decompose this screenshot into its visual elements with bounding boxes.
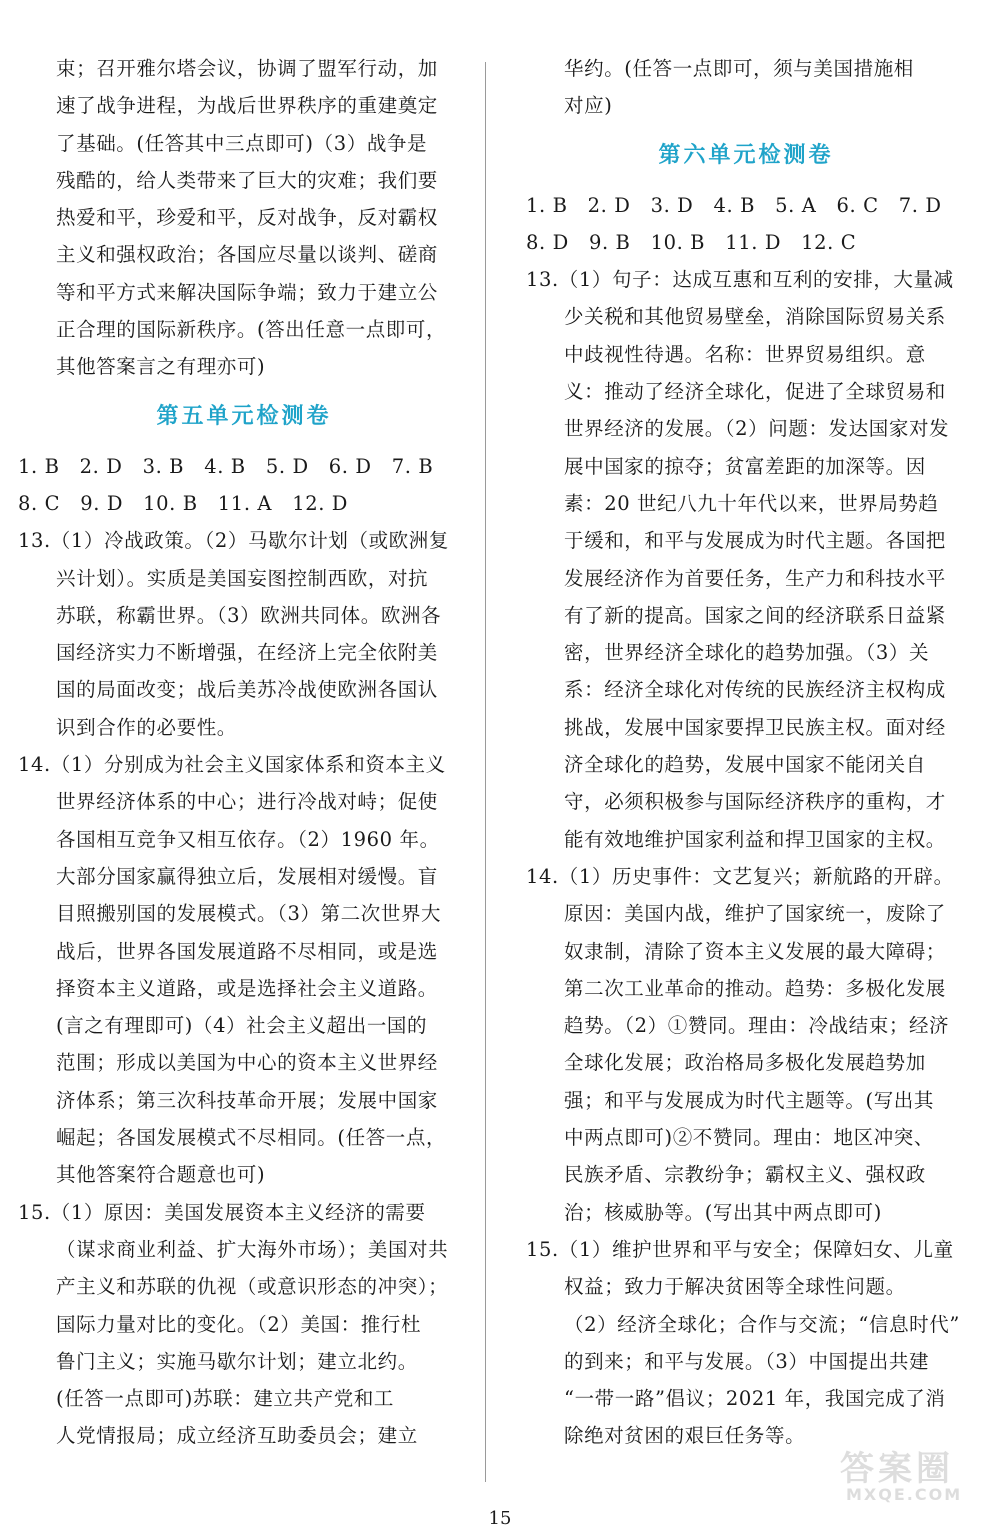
text-line: 守，必须积极参与国际经济秩序的重构，才: [564, 790, 946, 814]
right-column: [526, 50, 966, 1455]
text-line: 中两点即可)②不赞同。理由：地区冲突、: [564, 1126, 935, 1150]
text-line: (言之有理即可)（4）社会主义超出一国的: [56, 1014, 428, 1038]
text-line: 主义和强权政治；各国应尽量以谈判、磋商: [56, 243, 438, 267]
text-line: 济全球化的趋势，发展中国家不能闭关自: [564, 753, 926, 777]
text-line: 全球化发展；政治格局多极化发展趋势加: [564, 1051, 926, 1075]
text-line: 对应): [564, 94, 613, 118]
text-line: 1. B 2. D 3. B 4. B 5. D 6. D 7. B: [18, 454, 434, 478]
left-column: [18, 50, 470, 1455]
text-line: 除绝对贫困的艰巨任务等。: [564, 1424, 806, 1448]
watermark-logo: 答案圈 MXQE.COM: [840, 1449, 963, 1504]
text-line: 中歧视性待遇。名称：世界贸易组织。意: [564, 342, 926, 366]
text-line: 了基础。(任答其中三点即可)（3）战争是: [56, 131, 428, 155]
text-line: 兴计划）。实质是美国妄图控制西欧，对抗: [56, 566, 429, 590]
text-line: (任答一点即可)苏联：建立共产党和工: [56, 1387, 395, 1411]
text-line: 15.（1）原因：美国发展资本主义经济的需要: [18, 1200, 426, 1224]
text-line: 挑战，发展中国家要捍卫民族主权。面对经: [564, 715, 946, 739]
text-line: 其他答案言之有理亦可): [56, 355, 266, 379]
text-line: 系：经济全球化对传统的民族经济主权构成: [564, 678, 946, 702]
text-line: 展中国家的掠夺；贫富差距的加深等。因: [564, 454, 926, 478]
text-line: 束；召开雅尔塔会议，协调了盟军行动，加: [56, 57, 438, 80]
text-line: 世界经济体系的中心；进行冷战对峙；促使: [56, 790, 438, 814]
text-line: 第二次工业革命的推动。趋势：多极化发展: [564, 976, 946, 1000]
text-line: 能有效地维护国家利益和捍卫国家的主权。: [564, 827, 946, 851]
text-line: 残酷的，给人类带来了巨大的灾难；我们要: [56, 168, 438, 192]
text-line: 济体系；第三次科技革命开展；发展中国家: [56, 1088, 438, 1112]
text-line: 战后，世界各国发展道路不尽相同，或是选: [56, 939, 438, 963]
text-line: （2）经济全球化；合作与交流；“信息时代”: [564, 1312, 960, 1336]
text-line: 14.（1）历史事件：文艺复兴；新航路的开辟。: [526, 864, 954, 888]
text-line: 国的局面改变；战后美苏冷战使欧洲各国认: [56, 678, 438, 702]
text-line: 义：推动了经济全球化，促进了全球贸易和: [564, 380, 946, 404]
text-line: 原因：美国内战，维护了国家统一，废除了: [564, 902, 946, 926]
text-line: 于缓和，和平与发展成为时代主题。各国把: [564, 529, 946, 553]
text-line: 15.（1）维护世界和平与安全；保障妇女、儿童: [526, 1237, 954, 1261]
text-line: 范围；形成以美国为中心的资本主义世界经: [56, 1051, 438, 1075]
text-line: 崛起；各国发展模式不尽相同。(任答一点，: [56, 1126, 447, 1150]
text-line: 民族矛盾、宗教纷争；霸权主义、强权政: [564, 1163, 926, 1187]
text-line: “一带一路”倡议；2021 年，我国完成了消: [564, 1387, 946, 1411]
text-line: 华约。(任答一点即可，须与美国措施相: [564, 57, 914, 80]
text-line: 大部分国家赢得独立后，发展相对缓慢。盲: [56, 864, 438, 888]
text-line: 目照搬别国的发展模式。（3）第二次世界大: [56, 902, 442, 926]
text-line: 13.（1）句子：达成互惠和互利的安排，大量减: [526, 268, 954, 292]
text-line: 热爱和平，珍爱和平，反对战争，反对霸权: [56, 206, 438, 230]
text-line: 奴隶制，清除了资本主义发展的最大障碍；: [564, 939, 946, 963]
text-line: 治；核威胁等。(写出其中两点即可): [564, 1200, 882, 1224]
text-line: 世界经济的发展。（2）问题：发达国家对发: [564, 417, 950, 441]
text-line: 发展经济作为首要任务，生产力和科技水平: [564, 566, 946, 590]
text-line: 趋势。（2）①赞同。理由：冷战结束；经济: [564, 1014, 950, 1038]
text-line: 素：20 世纪八九十年代以来，世界局势趋: [564, 491, 939, 515]
text-line: 其他答案符合题意也可): [56, 1163, 266, 1187]
page-number: 15: [488, 1508, 512, 1529]
text-line: 等和平方式来解决国际争端；致力于建立公: [56, 280, 438, 304]
text-line: 国经济实力不断增强，在经济上完全依附美: [56, 641, 438, 665]
text-line: 国际力量对比的变化。（2）美国：推行杜: [56, 1312, 422, 1336]
text-line: 的到来；和平与发展。（3）中国提出共建: [564, 1349, 930, 1373]
text-line: 密，世界经济全球化的趋势加强。（3）关: [564, 641, 930, 665]
text-line: 速了战争进程，为战后世界秩序的重建奠定: [56, 94, 438, 118]
column-divider: [485, 62, 486, 1482]
text-line: 苏联，称霸世界。（3）欧洲共同体。欧洲各: [56, 603, 442, 627]
text-line: 14.（1）分别成为社会主义国家体系和资本主义: [18, 753, 446, 777]
text-line: 正合理的国际新秩序。(答出任意一点即可，: [56, 318, 447, 342]
text-line: 1. B 2. D 3. D 4. B 5. A 6. C 7. D: [526, 193, 942, 217]
text-line: 强；和平与发展成为时代主题等。(写出其: [564, 1088, 935, 1112]
text-line: 少关税和其他贸易壁垒，消除国际贸易关系: [564, 305, 946, 329]
text-line: 识到合作的必要性。: [56, 715, 237, 739]
text-line: 8. C 9. D 10. B 11. A 12. D: [18, 491, 349, 515]
section-heading: 第五单元检测卷: [156, 403, 332, 429]
text-line: 8. D 9. B 10. B 11. D 12. C: [526, 230, 857, 254]
section-heading: 第六单元检测卷: [658, 142, 834, 168]
text-line: 择资本主义道路，或是选择社会主义道路。: [56, 976, 438, 1000]
text-line: 各国相互竞争又相互依存。（2）1960 年。: [56, 827, 440, 851]
text-line: 13.（1）冷战政策。（2）马歇尔计划（或欧洲复: [18, 529, 449, 553]
text-line: 人党情报局；成立经济互助委员会；建立: [56, 1424, 418, 1448]
text-line: 鲁门主义；实施马歇尔计划；建立北约。: [56, 1349, 418, 1373]
text-line: 有了新的提高。国家之间的经济联系日益紧: [564, 603, 946, 627]
text-line: （谋求商业利益、扩大海外市场）；美国对共: [56, 1237, 449, 1261]
text-line: 权益；致力于解决贫困等全球性问题。: [564, 1275, 906, 1299]
text-line: 产主义和苏联的仇视（或意识形态的冲突）；: [56, 1275, 449, 1299]
